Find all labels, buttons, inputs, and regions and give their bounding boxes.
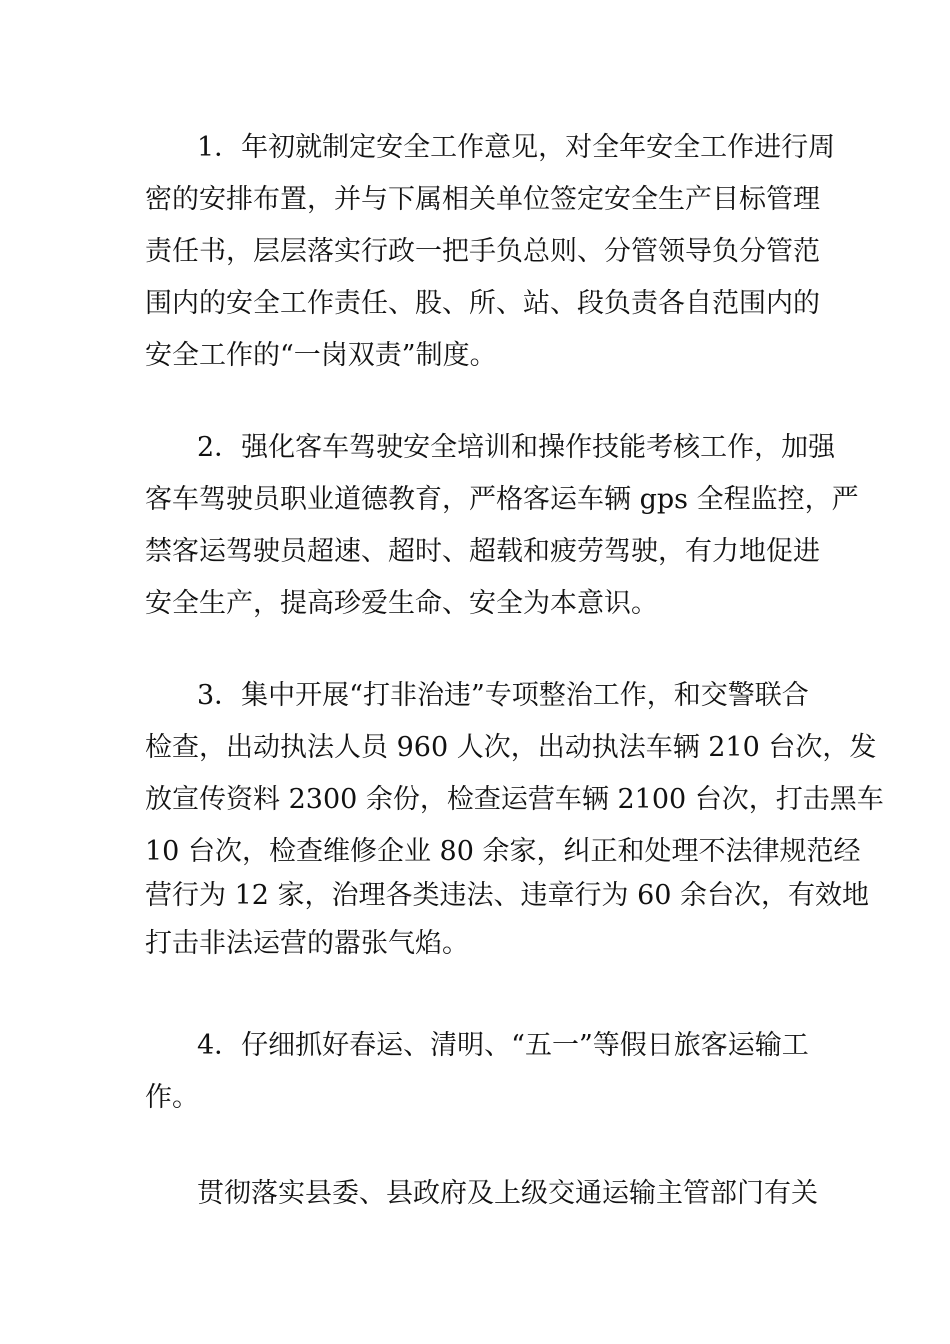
paragraph-line: 检查，出动执法人员 960 人次，出动执法车辆 210 台次，发 (145, 732, 877, 763)
paragraph-line: 1．年初就制定安全工作意见，对全年安全工作进行周 (197, 132, 836, 163)
paragraph-line: 打击非法运营的嚣张气焰。 (145, 928, 469, 959)
paragraph-line: 客车驾驶员职业道德教育，严格客运车辆 gps 全程监控，严 (145, 484, 859, 515)
paragraph-line: 密的安排布置，并与下属相关单位签定安全生产目标管理 (145, 184, 820, 215)
paragraph-line: 4．仔细抓好春运、清明、“五一”等假日旅客运输工 (197, 1030, 809, 1061)
paragraph-line: 贯彻落实县委、县政府及上级交通运输主管部门有关 (197, 1178, 818, 1209)
paragraph-line: 安全工作的“一岗双责”制度。 (145, 340, 497, 371)
paragraph-line: 围内的安全工作责任、股、所、站、段负责各自范围内的 (145, 288, 820, 319)
paragraph-line: 10 台次，检查维修企业 80 余家，纠正和处理不法律规范经 (145, 836, 861, 867)
paragraph-line: 放宣传资料 2300 余份，检查运营车辆 2100 台次，打击黑车 (145, 784, 884, 815)
paragraph-line: 营行为 12 家，治理各类违法、违章行为 60 余台次，有效地 (145, 880, 870, 911)
paragraph-line: 安全生产，提高珍爱生命、安全为本意识。 (145, 588, 658, 619)
paragraph-line: 作。 (145, 1082, 199, 1113)
paragraph-line: 禁客运驾驶员超速、超时、超载和疲劳驾驶，有力地促进 (145, 536, 820, 567)
paragraph-line: 责任书，层层落实行政一把手负总则、分管领导负分管范 (145, 236, 820, 267)
paragraph-line: 2．强化客车驾驶安全培训和操作技能考核工作，加强 (197, 432, 836, 463)
paragraph-line: 3．集中开展“打非治违”专项整治工作，和交警联合 (197, 680, 809, 711)
